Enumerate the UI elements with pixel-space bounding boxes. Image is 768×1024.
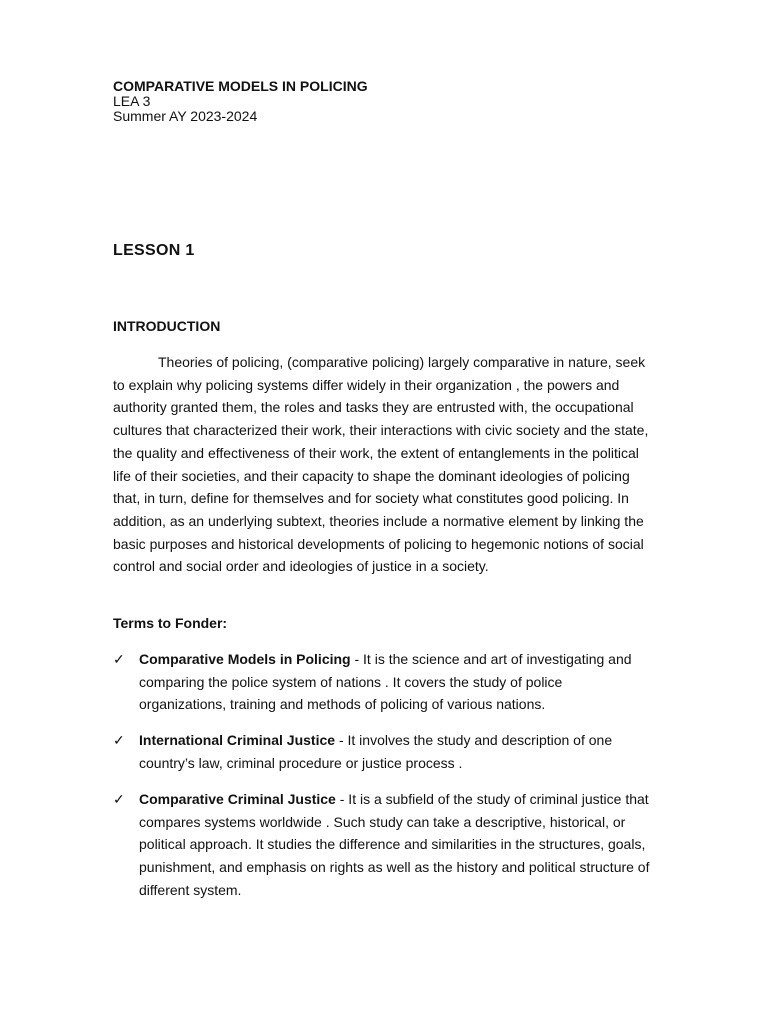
- term-name: Comparative Models in Policing: [139, 651, 351, 667]
- check-icon: ✓: [113, 651, 125, 667]
- check-icon: ✓: [113, 791, 125, 807]
- term-item: [113, 788, 653, 902]
- introduction-paragraph: Theories of policing, (comparative policing) largely comparative in nature, seek to explain why policing systems differ widely in their organization , the powers and authority granted them, the roles and tasks they are entrusted with, the occupational cultures that characterized their work, their interactions with civic society and the state, the quality and effectiveness of their work, the extent of entanglements in the political life of their societies, and their capacity to shape the dominant ideologies of policing that, in turn, define for themselves and for society what constitutes good policing. In addition, as an underlying subtext, theories include a normative element by linking the basic purposes and historical developments of policing to hegemonic notions of social control and social order and ideologies of justice in a society.: [113, 354, 649, 575]
- term-definition: - It is the science and art of investigating and comparing the police system of nations . It covers the study of police organizations, training and methods of policing of various nations.: [139, 651, 632, 713]
- term-body: [139, 788, 653, 902]
- term-name: International Criminal Justice: [139, 732, 336, 748]
- terms-heading: Terms to Fonder:: [113, 615, 228, 631]
- document-header: [113, 79, 368, 124]
- term-item: [113, 648, 653, 716]
- term-name: Comparative Criminal Justice: [139, 791, 336, 807]
- academic-term: Summer AY 2023-2024: [113, 108, 258, 124]
- introduction-heading: INTRODUCTION: [113, 318, 221, 334]
- lesson-heading: LESSON 1: [113, 242, 195, 259]
- term-body: [139, 648, 653, 716]
- term-item: [113, 729, 653, 774]
- term-definition: - It involves the study and description of one country’s law, criminal procedure or justice process .: [139, 732, 613, 771]
- term-definition: - It is a subfield of the study of criminal justice that compares systems worldwide . Such study can take a descriptive, historical, or political approach. It studies the difference and similarities in the structures, goals, punishment, and emphasis on rights as well as the history and political structure of different system.: [139, 791, 650, 898]
- check-icon: ✓: [113, 732, 125, 748]
- course-title: COMPARATIVE MODELS IN POLICING: [113, 78, 368, 94]
- term-body: [139, 729, 653, 774]
- course-code: LEA 3: [113, 93, 151, 109]
